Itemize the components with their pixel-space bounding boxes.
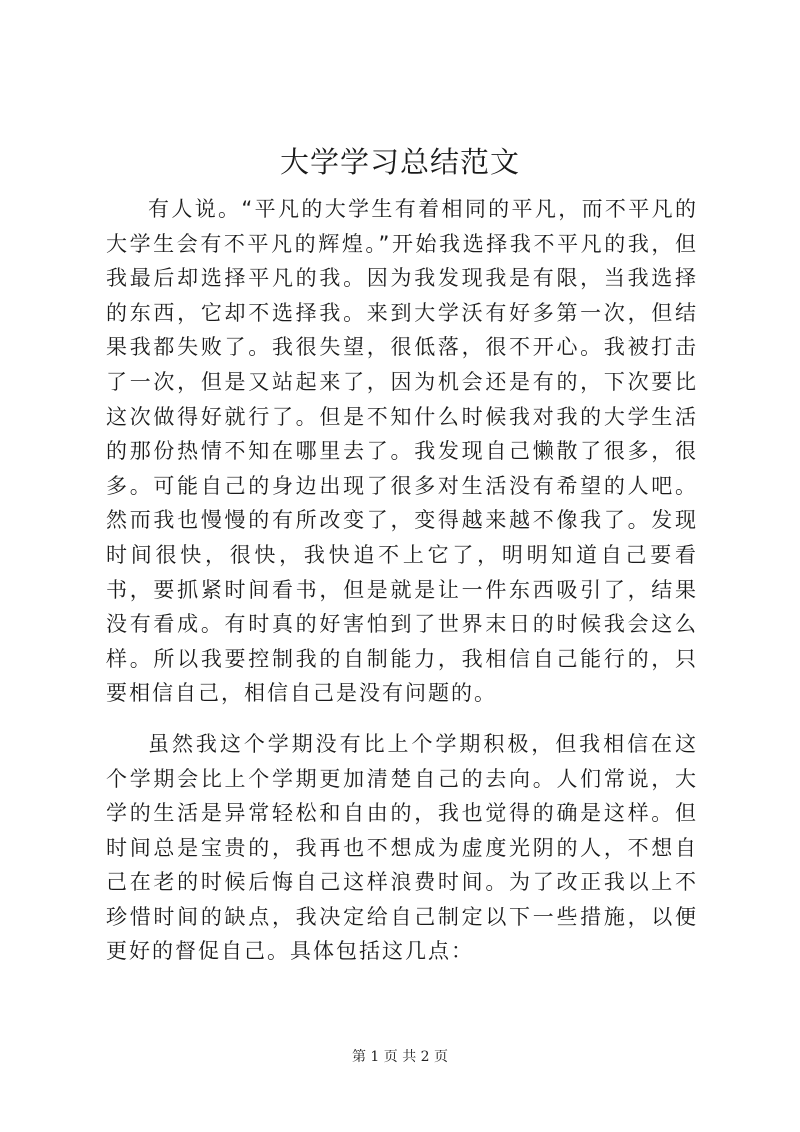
page-footer: 第 1 页 共 2 页 — [351, 1049, 449, 1065]
document-title: 大学学习总结范文 — [279, 145, 520, 179]
document-body — [106, 192, 698, 969]
paragraph: 有人说。“平凡的大学生有着相同的平凡，而不平凡的大学生会有不平凡的辉煌。”开始我选择我不平凡的我，但我最后却选择平凡的我。因为我发现我是有限，当我选择的东西，它却不选择我。来到大学沃有好多第一次，但结果我都失败了。我很失望，很低落，很不开心。我被打击了一次，但是又站起来了，因为机会还是有的，下次要比这次做得好就行了。但是不知什么时候我对我的大学生活的那份热情不知在哪里去了。我发现自己懒散了很多，很多。可能自己的身边出现了很多对生活没有希望的人吧。然而我也慢慢的有所改变了，变得越来越不像我了。发现时间很快，很快，我快追不上它了，明明知道自己要看书，要抓紧时间看书，但是就是让一件东西吸引了，结果没有看成。有时真的好害怕到了世界末日的时候我会这么样。所以我要控制我的自制能力，我相信自己能行的，只要相信自己，相信自己是没有问题的。 — [106, 197, 698, 706]
paragraph: 虽然我这个学期没有比上个学期积极，但我相信在这个学期会比上个学期更加清楚自己的去向。人们常说，大学的生活是异常轻松和自由的，我也觉得的确是这样。但时间总是宝贵的，我再也不想成为虚度光阴的人，不想自己在老的时候后悔自己这样浪费时间。为了改正我以上不珍惜时间的缺点，我决定给自己制定以下一些措施，以便更好的督促自己。具体包括这几点： — [106, 731, 698, 964]
